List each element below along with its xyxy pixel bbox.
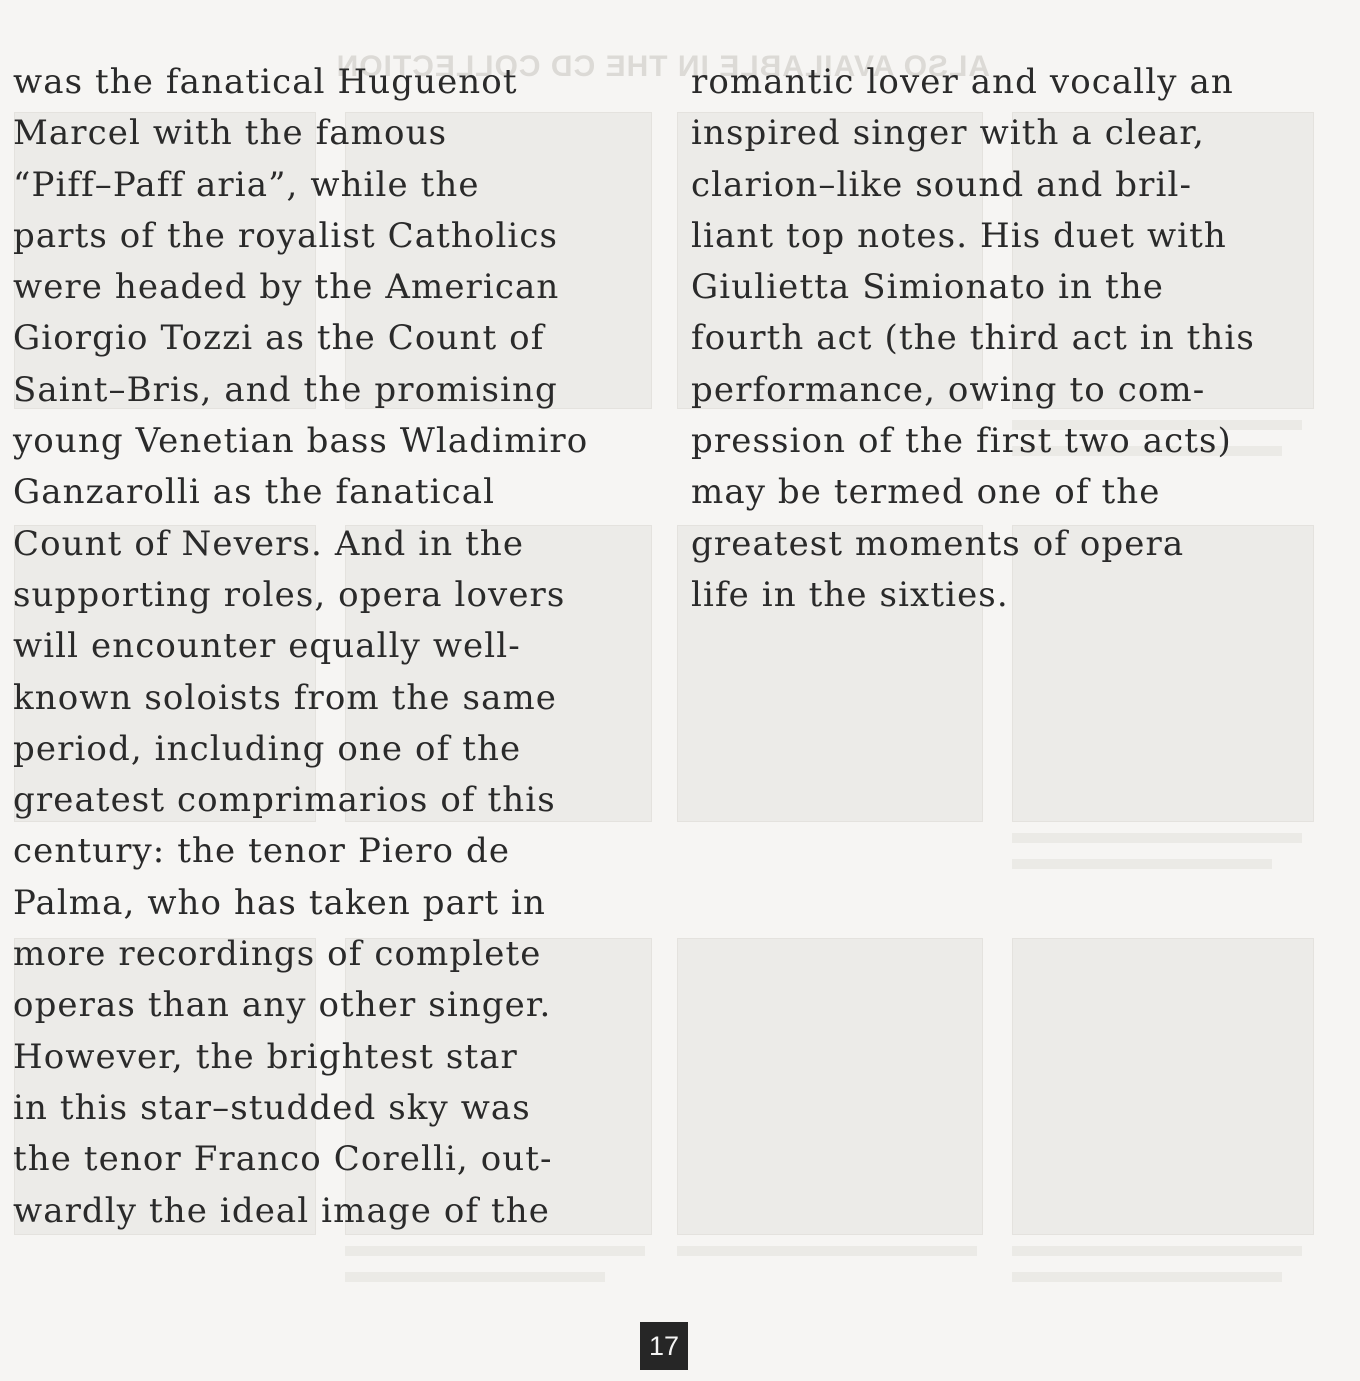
show-through-caption [1012,1272,1282,1282]
text-line: were headed by the American [13,267,560,308]
text-line: in this star–studded sky was [13,1087,531,1128]
text-line: Marcel with the famous [13,113,448,154]
show-through-heading: ALSO AVAILABLE IN THE CD COLLECTION [335,50,990,83]
text-line: more recordings of complete [13,934,542,975]
text-line: greatest moments of opera [691,523,1185,564]
show-through-caption [1012,1246,1302,1256]
text-line: life in the sixties. [691,574,1009,615]
text-line: century: the tenor Piero de [13,831,511,872]
page-number-badge: 17 [640,1322,688,1370]
text-line: fourth act (the third act in this [691,318,1255,359]
text-line: liant top notes. His duet with [691,215,1227,256]
text-line: was the fanatical Huguenot [13,62,518,102]
text-line: performance, owing to com- [691,369,1206,410]
text-line: However, the brightest star [13,1036,518,1077]
text-line: Palma, who has taken part in [13,882,547,923]
show-through-caption [1012,859,1272,869]
text-column-right [691,57,1331,621]
text-line: supporting roles, opera lovers [13,574,566,615]
text-line: inspired singer with a clear, [691,113,1205,154]
text-line: Giorgio Tozzi as the Count of [13,318,545,359]
text-line: pression of the first two acts) [691,421,1232,462]
text-line: operas than any other singer. [13,985,552,1026]
text-line: Giulietta Simionato in the [691,267,1164,308]
text-line: romantic lover and vocally an [691,62,1234,102]
text-line: Count of Nevers. And in the [13,523,525,564]
text-line: wardly the ideal image of the [13,1190,551,1231]
text-line: the tenor Franco Corelli, out- [13,1139,553,1180]
show-through-caption [677,1246,977,1256]
text-line: Ganzarolli as the fanatical [13,472,496,513]
text-line: Saint–Bris, and the promising [13,369,558,410]
show-through-caption [345,1272,605,1282]
text-line: clarion–like sound and bril- [691,164,1193,205]
text-column-left [13,57,653,1237]
show-through-caption [1012,833,1302,843]
text-line: known soloists from the same [13,677,558,718]
text-line: “Piff–Paff aria”, while the [13,164,480,205]
text-line: may be termed one of the [691,472,1161,513]
text-line: will encounter equally well- [13,626,521,667]
text-line: parts of the royalist Catholics [13,215,559,256]
text-line: period, including one of the [13,728,522,769]
show-through-thumbnail [677,938,983,1235]
show-through-caption [345,1246,645,1256]
show-through-thumbnail [1012,938,1314,1235]
text-line: young Venetian bass Wladimiro [13,421,589,462]
text-line: greatest comprimarios of this [13,780,556,821]
